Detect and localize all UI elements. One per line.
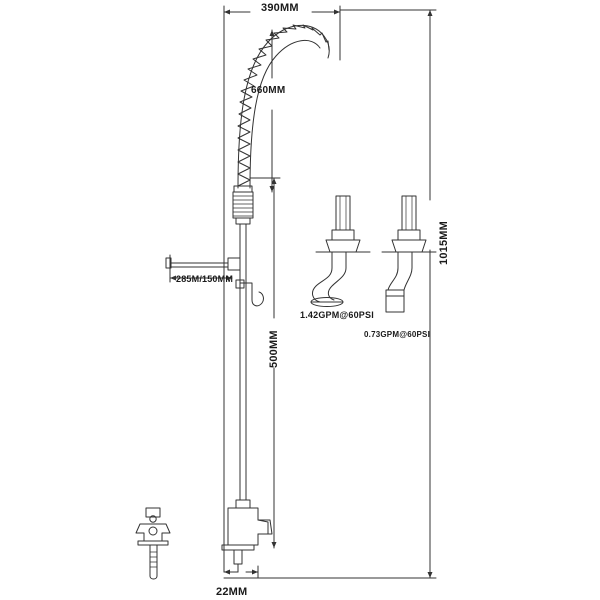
spray1-stem-lines bbox=[340, 196, 346, 230]
side-valve-tail-threads bbox=[150, 552, 157, 567]
shank bbox=[234, 550, 242, 564]
spring-inner-guide bbox=[250, 40, 320, 188]
spray2-handle-stem bbox=[402, 196, 416, 230]
spray2-nozzle-curve2 bbox=[404, 252, 412, 290]
flow-label-spray-valve-high: 1.42GPM@60PSI bbox=[300, 310, 374, 320]
dimension-label-spring-height: 660MM bbox=[251, 85, 286, 96]
faucet-body-main bbox=[228, 508, 268, 545]
flow-label-spray-valve-low: 0.73GPM@60PSI bbox=[364, 330, 430, 339]
deck-flange bbox=[222, 545, 254, 550]
bracket-clamp bbox=[228, 258, 240, 270]
grip-knurl bbox=[233, 196, 253, 216]
spray2-body-top bbox=[398, 230, 420, 240]
faucet-outlet-spur bbox=[258, 520, 272, 534]
spray2-lever-guard bbox=[392, 240, 426, 252]
side-valve-port bbox=[149, 527, 157, 535]
spring-collar-top bbox=[234, 186, 252, 192]
side-valve-flange bbox=[138, 541, 168, 545]
grip-collar-bottom bbox=[236, 218, 250, 224]
spray1-body-top bbox=[332, 230, 354, 240]
dimension-label-wall-bracket: 285M/150MM bbox=[176, 274, 234, 284]
dimension-label-riser-height: 500MM bbox=[268, 330, 280, 368]
spray1-lever-guard bbox=[326, 240, 360, 252]
spray2-nozzle-head bbox=[386, 290, 404, 312]
riser-base-collar bbox=[236, 500, 250, 508]
spray2-stem-lines bbox=[406, 196, 412, 230]
dimension-label-base-size: 22MM bbox=[216, 586, 248, 598]
dimension-label-overall-width: 390MM bbox=[261, 2, 299, 14]
spray1-nozzle-curve2 bbox=[328, 252, 346, 300]
spray1-handle-stem bbox=[336, 196, 350, 230]
dimension-label-overall-height: 1015MM bbox=[438, 221, 450, 265]
spring-outer-guide bbox=[238, 25, 329, 188]
spray2-nozzle-curve bbox=[388, 252, 398, 290]
spray1-nozzle-curve bbox=[313, 252, 332, 302]
side-valve-tail-tip bbox=[150, 576, 157, 579]
